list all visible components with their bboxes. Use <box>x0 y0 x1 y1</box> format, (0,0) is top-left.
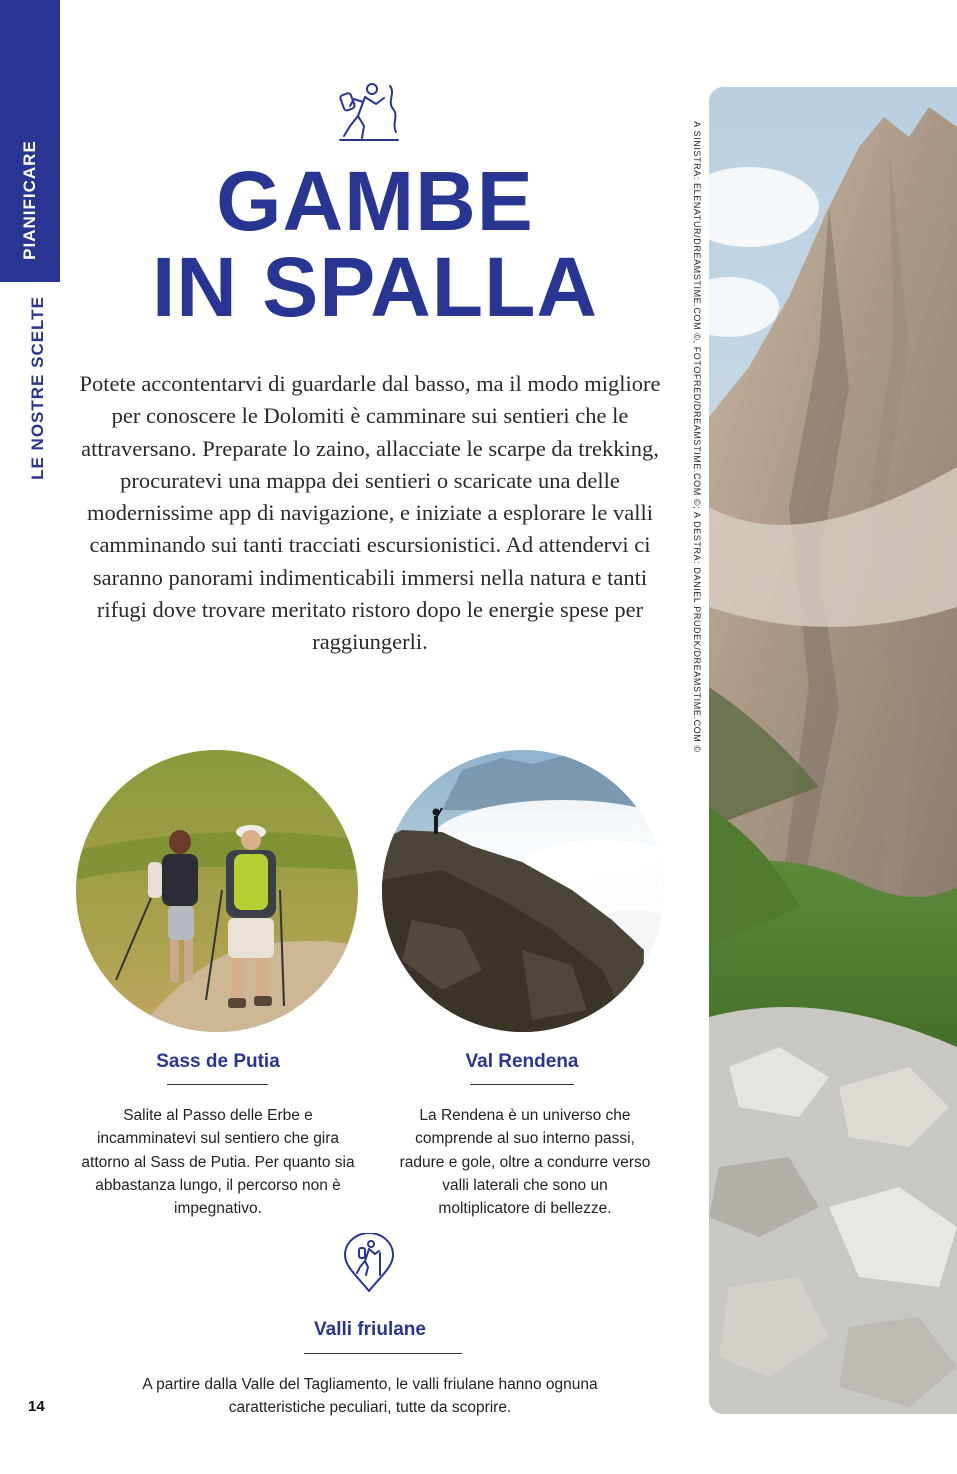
intro-paragraph: Potete accontentarvi di guardarle dal basso, ma il modo migliore per conoscere le Dolomiti è camminare sui sentieri che le attraversano. Preparate lo zaino, allacciate le scarpe da trekking, procuratevi una mappa dei sentieri o scaricate una delle modernissime app di navigazione, e iniziate a esplorare le valli camminando sui tanti tracciati escursionistici. Ad attendervi ci saranno panorami indimenticabili immersi nella natura e tanti rifugi dove trovare meritato ristoro dopo le energie spese per raggiungerli. <box>79 371 661 655</box>
page-title <box>60 154 690 334</box>
section-divider <box>167 1084 268 1085</box>
section-text-valli-friulane: A partire dalla Valle del Tagliamento, le valli friulane hanno ognuna caratteristiche peculiari, tutte da scoprire. <box>142 1376 598 1417</box>
section-label: PIANIFICARE <box>20 140 39 260</box>
section-text-val-rendena: La Rendena è un universo che comprende al suo interno passi, radure e gole, oltre a condurre verso valli laterali che sono un moltiplicatore di bellezze. <box>399 1107 651 1218</box>
hiker-climbing-icon <box>334 80 404 144</box>
title-line-2: IN SPALLA <box>151 240 599 334</box>
title-line-1: GAMBE <box>216 154 534 248</box>
section-text-sass-de-putia: Salite al Passo delle Erbe e incamminatevi sul sentiero che gira attorno al Sass de Putia. Per quanto sia abbastanza lungo, il percorso non è impegnativo. <box>81 1107 355 1218</box>
photo-credit: A SINISTRA: ELENATUR/DREAMSTIME.COM ©, FOTOFRED/DREAMSTIME.COM ©; A DESTRA: DANIEL PRUDEK/DREAMSTIME.COM © <box>692 121 702 753</box>
page-number: 14 <box>28 1398 45 1415</box>
hikers-photo <box>76 750 358 1032</box>
section-title-valli-friulane: Valli friulane <box>314 1319 426 1340</box>
subsection-label: LE NOSTRE SCELTE <box>28 296 47 480</box>
section-title-val-rendena: Val Rendena <box>465 1051 579 1072</box>
section-divider <box>304 1353 462 1354</box>
cliff-clouds-photo <box>382 750 664 1032</box>
hiker-map-pin-icon <box>342 1233 396 1293</box>
section-tab <box>0 0 60 282</box>
section-title-sass-de-putia: Sass de Putia <box>156 1051 280 1072</box>
section-divider <box>470 1084 574 1085</box>
dolomites-mountain-photo <box>709 87 957 1414</box>
